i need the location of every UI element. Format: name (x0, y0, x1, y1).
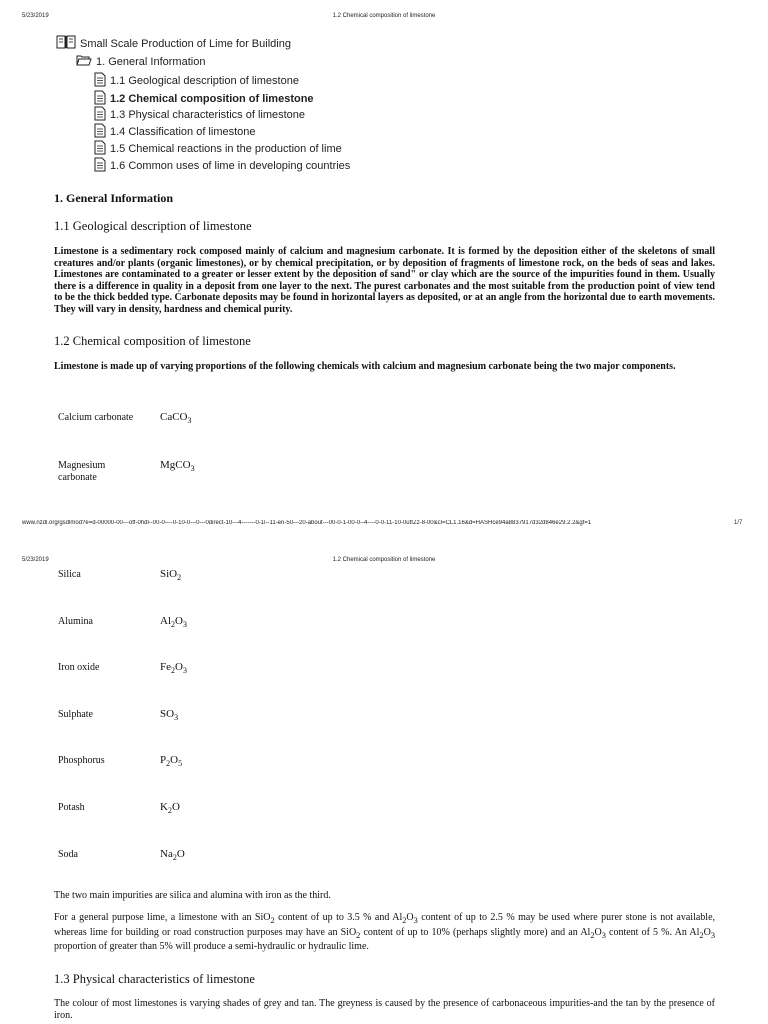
paragraph-general-purpose-lime: For a general purpose lime, a limestone with an SiO$_2$ content of up to 3.5 % and $Al_2O_3$ content of up to 2.5 % may be used where purer stone is not available, whereas lime for building or road construction purposes may have an SiO$_2$ content of up to 10% (perhaps slightly more) and an $Al_2O_3$ content of 5 %. An $Al_2O_3$ proportion of greater than 5% will produce a semi-hydraulic or hydraulic lime. (54, 912, 716, 953)
chemical-name: Silica (58, 569, 81, 580)
tree-item-label[interactable]: 1.1 Geological description of limestone (110, 75, 299, 87)
chemical-formula: MgCO$_3$ (160, 459, 195, 474)
document-icon (94, 157, 106, 175)
tree-item-label[interactable]: 1.5 Chemical reactions in the production of lime (110, 143, 342, 155)
book-icon (56, 35, 76, 52)
print-date: 5/23/2019 (22, 557, 49, 563)
chemical-formula: $Na_2O$ (160, 848, 185, 863)
tree-item-label[interactable]: 1.4 Classification of limestone (110, 126, 256, 138)
print-title: 1.2 Chemical composition of limestone (332, 557, 436, 563)
footer-url: www.nzdl.org/gsdlmod?e=d-00000-00---off-0hdl--00-0----0-10-0---0---0direct-10---4-------0-1l--11-en-50---20-about---00-0-1-00-0--4----0-0-11-10-0utfZz-8-00&cl=CL1.16&d=HASHce94a8837917d32d846e29.2.2&gt=1 (22, 520, 592, 526)
chemical-name: Phosphorus (58, 755, 105, 766)
paragraph-1-1: Limestone is a sedimentary rock composed mainly of calcium and magnesium carbonate. It is formed by the deposition either of the skeletons of small creatures and/or plants (organic limestones), or by chemical precipitation, or by deposition of fragments of limestone rock, on the beds of seas and lakes. Limestones are contaminated to a greater or lesser extent by the deposition of sand" or clay which are the source of the impurities found in them. Usually there is a difference in quality in a deposit from one layer to the next. The purest carbonates and the most suitable from the production point of view tend to be the thick bedded type. Carbonate deposits may be found in horizontal layers as deposited, or at an angle from the horizontal due to earth movements. They will vary in density, hardness and chemical purity. (54, 246, 715, 315)
document-icon (94, 72, 106, 90)
print-footer (22, 520, 712, 528)
tree-root-label[interactable]: Small Scale Production of Lime for Building (80, 37, 291, 50)
tree-item-label-current[interactable]: 1.2 Chemical composition of limestone (110, 93, 314, 105)
chemical-name: Sulphate (58, 709, 93, 720)
chemical-formula: SiO$_2$ (160, 568, 182, 583)
paragraph-1-3: The colour of most limestones is varying shades of grey and tan. The greyness is caused by the presence of carbonaceous impurities-and the tan by the presence of iron. (54, 998, 715, 1021)
chemical-name: Calcium carbonate (58, 412, 134, 423)
heading-1-1: 1.1 Geological description of limestone (54, 219, 252, 233)
page-number: 1/7 (734, 520, 743, 526)
open-folder-icon (76, 54, 92, 69)
chemical-name: Iron oxide (58, 662, 100, 673)
tree-item-1-1[interactable] (94, 72, 299, 90)
tree-folder-label[interactable]: 1. General Information (96, 55, 206, 68)
chemical-formula: CaCO$_3$ (160, 411, 192, 426)
tree-item-1-4[interactable] (94, 123, 256, 141)
print-date: 5/23/2019 (22, 13, 49, 19)
document-icon (94, 140, 106, 158)
heading-1-2: 1.2 Chemical composition of limestone (54, 334, 251, 348)
tree-folder[interactable] (76, 54, 205, 69)
tree-root[interactable] (56, 35, 291, 52)
heading-general-information: 1. General Information (54, 191, 173, 205)
paragraph-1-2: Limestone is made up of varying proportions of the following chemicals with calcium and magnesium carbonate being the two major components. (54, 361, 676, 372)
chemical-name: Magnesium carbonate (58, 460, 106, 483)
tree-item-1-6[interactable] (94, 157, 350, 175)
tree-item-label[interactable]: 1.6 Common uses of lime in developing countries (110, 160, 351, 172)
tree-item-1-5[interactable] (94, 140, 342, 158)
chemical-formula: $Al_2O_3$ (160, 615, 187, 630)
chemical-formula: $K_2O$ (160, 801, 180, 816)
heading-1-3: 1.3 Physical characteristics of limestone (54, 972, 255, 986)
print-title: 1.2 Chemical composition of limestone (332, 13, 436, 19)
tree-item-label[interactable]: 1.3 Physical characteristics of limestone (110, 109, 306, 121)
chemical-formula: $SO_3$ (160, 708, 179, 723)
tree-item-1-3[interactable] (94, 106, 305, 124)
chemical-name: Potash (58, 802, 85, 813)
chemical-name: Soda (58, 849, 78, 860)
chemical-formula: $Fe_2O_3$ (160, 661, 187, 676)
chemical-formula: $P_2O_5$ (160, 754, 183, 769)
document-icon (94, 123, 106, 141)
paragraph-impurities: The two main impurities are silica and alumina with iron as the third. (54, 890, 331, 901)
chemical-name: Alumina (58, 616, 93, 627)
document-icon (94, 106, 106, 124)
